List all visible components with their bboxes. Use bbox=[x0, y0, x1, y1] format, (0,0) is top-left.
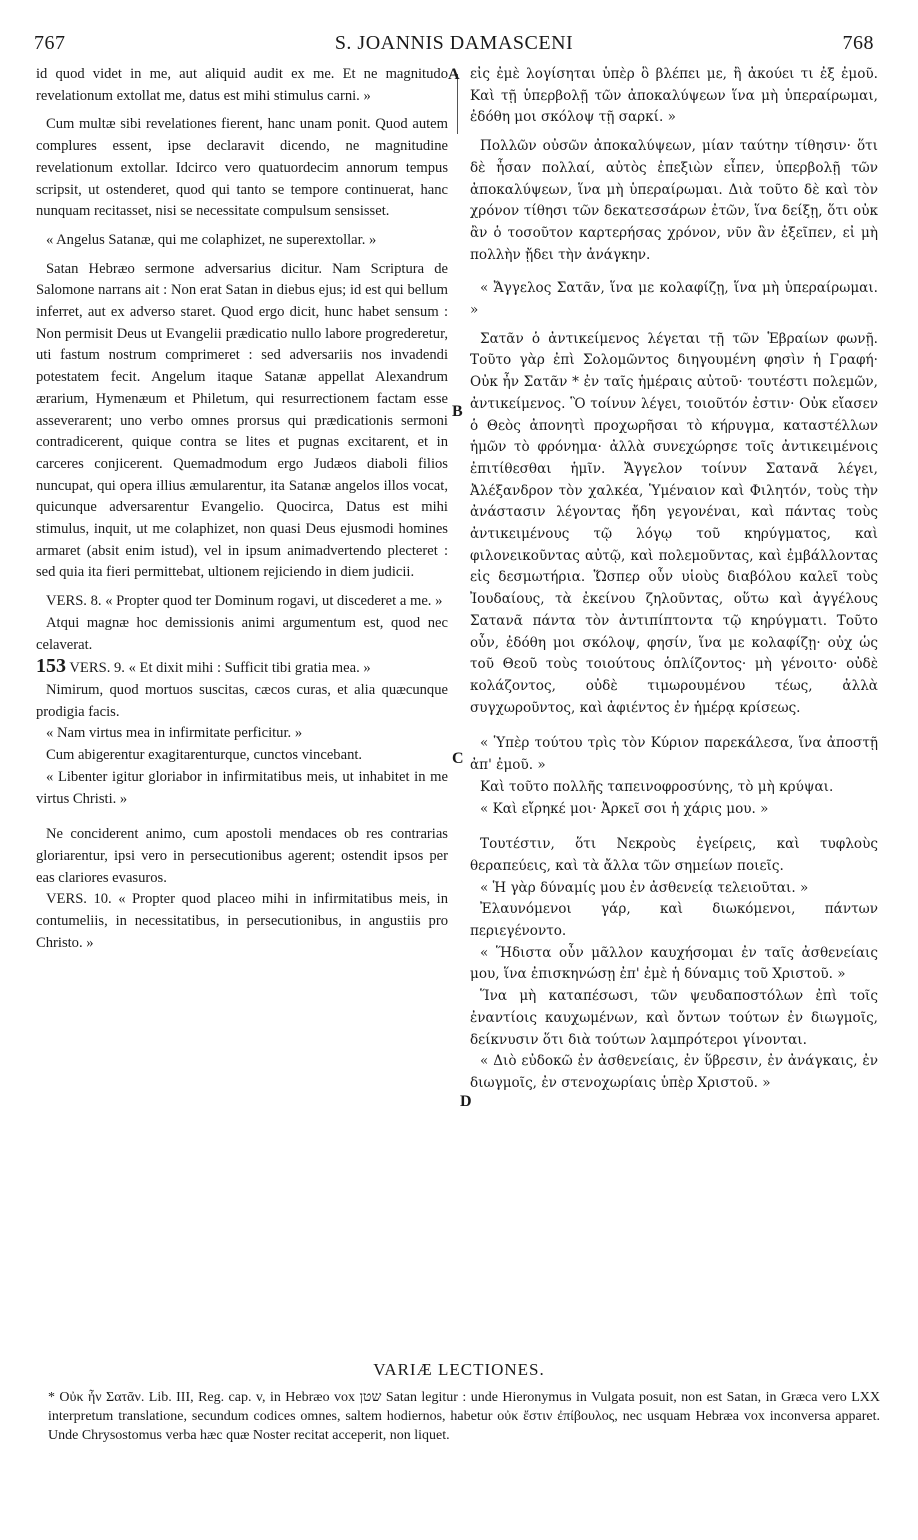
greek-paragraph: « Ἥδιστα οὖν μᾶλλον καυχήσομαι ἐν ταῖς ἀσθενείαις μου, ἵνα ἐπισκηνώσῃ ἐπ' ἐμὲ ἡ δύναμις τοῦ Χριστοῦ. » bbox=[470, 944, 878, 983]
page-number-left: 767 bbox=[34, 32, 66, 54]
greek-paragraph: Πολλῶν οὐσῶν ἀποκαλύψεων, μίαν ταύτην τίθησιν· ὅτι δὲ ἦσαν πολλαί, αὐτὸς ἐπεξιὼν εἶπεν, ὑπερβολῇ τῶν ἀποκαλύψεων, ἵνα μὴ ὑπεραίρωμαι. Διὰ τοῦτο δὲ καὶ τὸν χρόνον τίθησι τῶν δεκατεσσάρων ἐτῶν, ἵνα δείξῃ, ὅτι οὐκ ἂν ὁ τοσοῦτον καρτερήσας χρόνον, νῦν ἂν ἐξεῖπεν, εἰ μὴ πολλὴν ᾔδει τὴν ἀνάγκην. bbox=[470, 138, 878, 263]
latin-paragraph: « Libenter igitur gloriabor in infirmitatibus meis, ut inhabitet in me virtus Christi. » bbox=[36, 768, 448, 807]
variae-lectiones-text: * Οὐκ ἦν Σατᾶν. Lib. III, Reg. cap. v, in Hebræo vox שטן Satan legitur : unde Hieronymus in Vulgata posuit, non est Satan, in Græca vero LXX interpretum translatione, secundum codices omnes, saltem hodiernos, habetur οὐκ ἔστιν ἐπίβουλος, nec usquam Hebræa vox inconversa apparet. Unde Chrysostomus verba hæc quæ Noster recitat acceperit, non liquet. bbox=[48, 1390, 881, 1443]
latin-paragraph: Atqui magnæ hoc demissionis animi argumentum est, quod nec celaverat. bbox=[36, 614, 448, 653]
margin-letter-a: A bbox=[448, 66, 460, 83]
marker-153: 153 bbox=[36, 655, 66, 678]
greek-paragraph: Σατᾶν ὁ ἀντικείμενος λέγεται τῇ τῶν Ἑβραίων φωνῇ. Τοῦτο γὰρ ἐπὶ Σολομῶντος διηγουμένη φησὶν ἡ Γραφή· Οὐκ ἦν Σατᾶν * ἐν ταῖς ἡμέραις αὐτοῦ· τουτέστι πολεμῶν, ἀντικείμενος. Ὃ τοίνυν λέγει, τοιοῦτόν ἐστιν· Οὐκ εἴασεν ὁ Θεὸς ἀπονητὶ προχωρῆσαι τὸ κήρυγμα, καταστέλλων ἡμῶν τὸ φρόνημα· ἀλλὰ συνεχώρησε τοῖς ἀντικειμένοις ἐπιτίθεσθαι ἡμῖν. Ἄγγελον τοίνυν Σατανᾶ λέγει, Ἀλέξανδρον τὸν χαλκέα, Ὑμέναιον καὶ Φιλητόν, τοὺς τὴν ἀνάστασιν λέγοντας ἤδη γεγονέναι, καὶ πάντας τοὺς ἀντικειμένους τῷ λόγῳ τοῦ κηρύγματος, καὶ φιλονεικοῦντας αὐτῷ, καὶ πολεμοῦντας, καὶ ἐμβάλλοντας εἰς δεσμωτήρια. Ὥσπερ οὖν υἱοὺς διαβόλου καλεῖ τοὺς Ἰουδαίους, τὰ ἐκείνου ζηλοῦντας, οὕτω καὶ ἀγγέλους Σατανᾶ πάντα τὸν ἀντιπίπτοντα τῷ κηρύγματι. Τοῦτο οὖν, ἐδόθη μοι σκόλοψ, φησίν, ἵνα με κολαφίζῃ· οὐχ ὡς τοῦ Θεοῦ τοὺς τοιούτους ὁπλίζοντος· μὴ γένοιτο· οὐδὲ κολάζοντος, οὐδὲ τιμωρουμένου τέως, ἀλλὰ συγχωροῦντος, καὶ ἀφιέντος ἐν ἡμέρᾳ κρίσεως. bbox=[470, 330, 878, 716]
margin-letter-c: C bbox=[452, 750, 464, 767]
greek-paragraph: Καὶ τοῦτο πολλῆς ταπεινοφροσύνης, τὸ μὴ κρύψαι. bbox=[480, 778, 834, 795]
latin-paragraph: Satan Hebræo sermone adversarius dicitur. Nam Scriptura de Salomone narrans ait : Non erat Satan in diebus ejus; id est qui bellum inferret, aut ex adverso staret. Quod ergo dicit, hunc habet sensum : Non permisit Deus ut Evangelii prædicatio nullo labore progrederetur, uti fastum nostrum comprimeret : sed adversariis nos invadendi potestatem fecit. Angelum itaque Satanæ appellat Alexandrum ærarium, Hymenæum et Philetum, qui resurrectionem factam esse asseverarent; uno verbo omnes prorsus qui prædicationis sermoni contradicerent, quique contra se lites et pugnas excitarent, et in carceres conjicerent. Quemadmodum ergo Judæos diaboli filios nuncupat, qui opera illius æmularentur, ita Satanæ angelos illos vocat, quicunque adversarentur Evangelio. Quocirca, Datus est mihi stimulus, inquit, ut me colaphizet, non quasi Deus ejusmodi homines armaret (absit enim istud), vel in ipsum animadvertendo plecteret : sed quia ita fieri permittebat, ultionem rejiciendo in diem judicii. bbox=[36, 260, 448, 581]
greek-paragraph: Ἐλαυνόμενοι γάρ, καὶ διωκόμενοι, πάντων περιεγένοντο. bbox=[470, 901, 878, 940]
margin-letter-d: D bbox=[460, 1093, 472, 1110]
greek-paragraph: Ἵνα μὴ καταπέσωσι, τῶν ψευδαποστόλων ἐπὶ τοῖς ἐναντίοις καυχωμένων, καὶ ὄντων τούτων ἐν διωγμοῖς, δείκνυσιν ὅτι διὰ τούτων λαμπρότεροι γίνονται. bbox=[470, 988, 878, 1048]
greek-paragraph: « Ἄγγελος Σατᾶν, ἵνα με κολαφίζῃ, ἵνα μὴ ὑπεραίρωμαι. » bbox=[470, 280, 878, 319]
page-number-right: 768 bbox=[842, 32, 874, 54]
latin-paragraph bbox=[36, 656, 448, 680]
latin-paragraph: « Angelus Satanæ, qui me colaphizet, ne superextollar. » bbox=[46, 231, 377, 248]
running-title: S. JOANNIS DAMASCENI bbox=[334, 32, 574, 54]
latin-paragraph: Ne conciderent animo, cum apostoli mendaces ob res contrarias gloriarentur, ipsi vero in persecutionibus agerent; ostendit ipsos per eas clariores evasuros. bbox=[36, 826, 448, 886]
variae-lectiones-title: VARIÆ LECTIONES. bbox=[373, 1360, 545, 1379]
margin-letter-b: B bbox=[452, 403, 463, 420]
latin-column bbox=[36, 64, 448, 954]
latin-paragraph: VERS. 8. « Propter quod ter Dominum rogavi, ut discederet a me. » bbox=[46, 593, 443, 610]
greek-paragraph: « Ὑπὲρ τούτου τρὶς τὸν Κύριον παρεκάλεσα, ἵνα ἀποστῇ ἀπ' ἐμοῦ. » bbox=[470, 735, 878, 774]
latin-paragraph: « Nam virtus mea in infirmitate perficitur. » bbox=[46, 725, 303, 742]
latin-verse: VERS. 9. « Et dixit mihi : Sufficit tibi gratia mea. » bbox=[69, 660, 371, 677]
greek-paragraph: « Διὸ εὐδοκῶ ἐν ἀσθενείαις, ἐν ὕβρεσιν, ἐν ἀνάγκαις, ἐν διωγμοῖς, ἐν στενοχωρίαις ὑπὲρ Χριστοῦ. » bbox=[470, 1053, 878, 1091]
latin-paragraph: id quod videt in me, aut aliquid audit ex me. Et ne magnitudo revelationum extollat me, datus est mihi stimulus carni. » bbox=[36, 66, 448, 104]
greek-paragraph: « Ἡ γὰρ δύναμίς μου ἐν ἀσθενείᾳ τελειοῦται. » bbox=[480, 879, 809, 896]
latin-paragraph: Nimirum, quod mortuos suscitas, cæcos curas, et alia quæcunque prodigia facis. bbox=[36, 681, 448, 720]
latin-paragraph: Cum abigerentur exagitarenturque, cunctos vincebant. bbox=[46, 747, 363, 764]
latin-paragraph: Cum multæ sibi revelationes fierent, hanc unam ponit. Quod autem complures essent, ipse declaravit dicendo, ne magnitudine revelationum extollar. Idcirco vero quatuordecim annorum tempus scripsit, ut ostenderet, quod qui tanto se tempore continuerat, hanc nunquam recitasset, nisi se necessitate compulsum sensisset. bbox=[36, 116, 448, 220]
greek-paragraph: « Καὶ εἴρηκέ μοι· Ἀρκεῖ σοι ἡ χάρις μου. » bbox=[480, 800, 769, 817]
greek-column bbox=[470, 64, 878, 1095]
page-header bbox=[34, 32, 874, 62]
greek-paragraph: εἰς ἐμὲ λογίσηται ὑπὲρ ὃ βλέπει με, ἢ ἀκούει τι ἐξ ἐμοῦ. Καὶ τῇ ὑπερβολῇ τῶν ἀποκαλύψεων ἵνα μὴ ὑπεραίρωμαι, ἐδόθη μοι σκόλοψ τῇ σαρκί. » bbox=[470, 66, 878, 126]
latin-paragraph: VERS. 10. « Propter quod placeo mihi in infirmitatibus meis, in contumeliis, in necessitatibus, in persecutionibus, in angustiis pro Christo. » bbox=[36, 891, 448, 951]
greek-paragraph: Τουτέστιν, ὅτι Νεκροὺς ἐγείρεις, καὶ τυφλοὺς θεραπεύεις, καὶ τὰ ἄλλα τῶν σημείων ποιεῖς. bbox=[470, 836, 878, 874]
